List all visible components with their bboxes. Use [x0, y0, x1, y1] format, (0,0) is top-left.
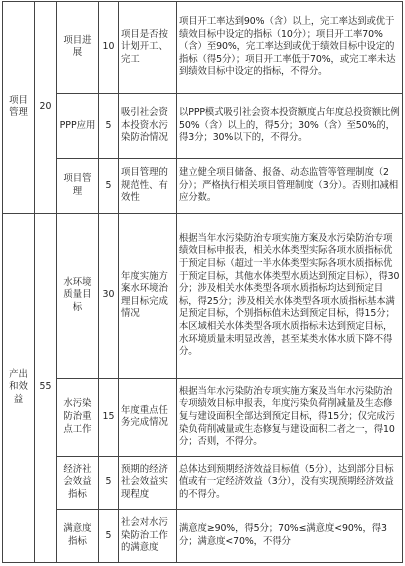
- scoring-standard: 项目开工率达到90%（含）以上，完工率达到或优于绩效目标中设定的指标（10分）；项目开工率70%（含）至90%，完工率达到或优于绩效目标中设定的指标（得5分）；项目开工率低于70%，或完工率未达到绩效目标中设定的指标，不得分。: [177, 2, 403, 94]
- indicator-criterion: 社会对水污染防治工作的满意度: [119, 509, 177, 562]
- category-weight: 55: [35, 213, 57, 563]
- indicator-criterion: 项目是否按计划开工、完工: [119, 2, 177, 94]
- table-row: [3, 2, 403, 94]
- indicator-name: PPP应用: [57, 93, 99, 158]
- indicator-points: 5: [99, 159, 119, 213]
- performance-evaluation-table: [2, 1, 403, 563]
- scoring-standard: 满意度≥90%，得5分；70%≤满意度<90%，得3分；满意度<70%，不得分: [177, 509, 403, 562]
- indicator-criterion: 项目管理的规范性、有效性: [119, 159, 177, 213]
- table-row: [3, 93, 403, 158]
- indicator-points: 30: [99, 213, 119, 379]
- table-row: [3, 159, 403, 213]
- indicator-name: 项目管理: [57, 159, 99, 213]
- table-row: [3, 213, 403, 379]
- category-output-benefit: 产出和效益: [3, 213, 35, 563]
- indicator-points: 15: [99, 379, 119, 457]
- indicator-name: 水污染防治重点工作: [57, 379, 99, 457]
- indicator-points: 5: [99, 509, 119, 562]
- indicator-name: 项目进展: [57, 2, 99, 94]
- table-row: [3, 379, 403, 457]
- category-project-management: 项目管理: [3, 2, 35, 214]
- scoring-standard: 建立健全项目储备、报备、动态监管等管理制度（2分）；严格执行相关项目管理制度（3分）。否则扣减相应分数。: [177, 159, 403, 213]
- category-weight: 20: [35, 2, 57, 214]
- scoring-standard: 总体达到预期经济效益目标值（5分），达到部分目标值或有一定经济效益（3分），没有实现预期经济效益的不得分。: [177, 456, 403, 509]
- scoring-standard: 以PPP模式吸引社会资本投资额度占年度总投资额比例50%（含）以上的，得5分；30%（含）至50%的，得3分；30%以下的，不得分。: [177, 93, 403, 158]
- indicator-criterion: 年度实施方案水环境治理目标完成情况: [119, 213, 177, 379]
- indicator-criterion: 预期的经济社会效益实现程度: [119, 456, 177, 509]
- indicator-criterion: 年度重点任务完成情况: [119, 379, 177, 457]
- indicator-name: 满意度指标: [57, 509, 99, 562]
- scoring-standard: 根据当年水污染防治专项实施方案及当年水污染防治专项绩效目标申报表，年度污染负荷削减量及生态修复与建设面积全部达到预定目标，得15分；仅完成污染负荷削减量或生态修复与建设面积二者之一，得10分；否则，不得分。: [177, 379, 403, 457]
- indicator-points: 10: [99, 2, 119, 94]
- indicator-points: 5: [99, 93, 119, 158]
- indicator-points: 5: [99, 456, 119, 509]
- indicator-criterion: 吸引社会资本投资水污染防治情况: [119, 93, 177, 158]
- table-row: [3, 456, 403, 509]
- indicator-name: 水环境质量目标: [57, 213, 99, 379]
- table-row: [3, 509, 403, 562]
- indicator-name: 经济社会效益指标: [57, 456, 99, 509]
- scoring-standard: 根据当年水污染防治专项实施方案及水污染防治专项绩效目标申报表，相关水体类型实际各项水质指标优于预定目标（超过一半水体类型实际各项水质指标优于预定目标，其他水体类型水质达到预定目标），得30分；涉及相关水体类型各项水质指标均达到预定目标，得25分；涉及相关水体类型各项水质指标基本满足预定目标，个别指标值未达到预定目标，得15分；本区域相关水体类型各项水质指标未达到预定目标，水环境质量未明显改善，甚至某类水体水质下降不得分。: [177, 213, 403, 379]
